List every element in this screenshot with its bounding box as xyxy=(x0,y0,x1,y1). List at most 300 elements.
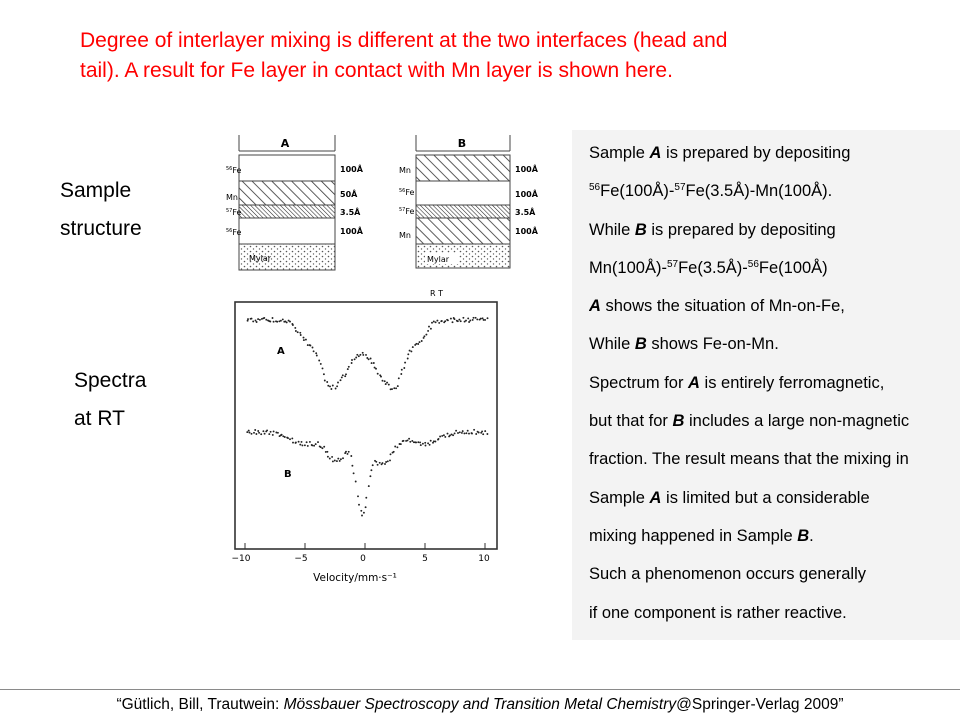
spectrum-point xyxy=(251,433,253,435)
sample-b-layer-4-thickness: 100Å xyxy=(515,227,538,236)
spectrum-point xyxy=(385,461,387,463)
spectrum-point xyxy=(462,430,464,432)
spectrum-point xyxy=(258,432,260,434)
spectrum-point xyxy=(411,440,413,442)
spectrum-point xyxy=(252,320,254,322)
spectrum-point xyxy=(390,453,392,455)
mossbauer-spectra-figure xyxy=(225,285,515,590)
spectrum-point xyxy=(417,441,419,443)
spectrum-point xyxy=(263,317,265,319)
spectrum-point xyxy=(357,495,359,497)
x-tick-label: 0 xyxy=(360,554,366,564)
spectrum-point xyxy=(327,385,329,387)
spectrum-point xyxy=(377,464,379,466)
spectrum-point xyxy=(365,506,367,508)
sample-b-layer-3 xyxy=(416,205,510,218)
spectrum-point xyxy=(351,359,353,361)
sample-b-layer-2-thickness: 100Å xyxy=(515,190,538,199)
spectrum-point xyxy=(353,472,355,474)
spectrum-point xyxy=(484,319,486,321)
spectrum-point xyxy=(457,432,459,434)
spectrum-point xyxy=(356,354,358,356)
x-axis-label: Velocity/mm·s⁻¹ xyxy=(313,572,397,584)
spectrum-point xyxy=(350,455,352,457)
spectrum-point xyxy=(355,481,357,483)
sample-a-layer-2-label: Mn xyxy=(226,193,238,202)
spectrum-point xyxy=(255,433,257,435)
spectrum-point xyxy=(430,440,432,442)
desc-line-4: Mn(100Å)-$^{57}$Fe(3.5Å)-$^{56}$Fe(100Å) xyxy=(589,258,828,277)
spectrum-point xyxy=(292,324,294,326)
spectrum-point xyxy=(313,350,315,352)
spectrum-point xyxy=(368,485,370,487)
spectrum-point xyxy=(289,321,291,323)
sample-a-layer-1 xyxy=(239,155,335,181)
sample-a-layer-4-thickness: 100Å xyxy=(340,227,363,236)
spectra-frame xyxy=(235,302,497,549)
spectrum-point xyxy=(487,317,489,319)
spectrum-point xyxy=(368,358,370,360)
sample-b-layer-2 xyxy=(416,181,510,205)
sample-a-layer-2-thickness: 50Å xyxy=(340,190,358,199)
sample-b-substrate-label: Mylar xyxy=(427,255,450,264)
spectrum-point xyxy=(339,460,341,462)
spectrum-point xyxy=(284,436,286,438)
spectrum-point xyxy=(247,318,249,320)
spectrum-point xyxy=(315,443,317,445)
spectrum-point xyxy=(415,343,417,345)
spectrum-point xyxy=(299,444,301,446)
spectrum-point xyxy=(439,436,441,438)
spectrum-point xyxy=(287,437,289,439)
spectrum-point xyxy=(407,358,409,360)
spectrum-point xyxy=(301,441,303,443)
spectrum-point xyxy=(461,432,463,434)
sample-b-structure xyxy=(399,135,539,268)
spectrum-point xyxy=(373,362,375,364)
sample-a-layer-1-thickness: 100Å xyxy=(340,165,363,174)
spectrum-point xyxy=(277,432,279,434)
spectrum-point xyxy=(336,460,338,462)
spectrum-point xyxy=(273,321,275,323)
spectrum-point xyxy=(247,320,249,322)
spectrum-point xyxy=(286,321,288,323)
spectrum-point xyxy=(326,381,328,383)
spectrum-point xyxy=(423,335,425,337)
spectrum-point xyxy=(340,379,342,381)
spectrum-point xyxy=(317,441,319,443)
spectrum-point xyxy=(280,320,282,322)
spectrum-point xyxy=(341,376,343,378)
spectrum-point xyxy=(334,460,336,462)
spectrum-point xyxy=(360,510,362,512)
spectrum-point xyxy=(424,442,426,444)
spectrum-point xyxy=(365,354,367,356)
desc-line-13: if one component is rather reactive. xyxy=(589,603,847,622)
spectrum-point xyxy=(337,382,339,384)
spectrum-point xyxy=(458,319,460,321)
spectrum-point xyxy=(260,433,262,435)
desc-line-6: While B shows Fe-on-Mn. xyxy=(589,335,779,354)
spectrum-point xyxy=(473,429,475,431)
spectrum-point xyxy=(433,321,435,323)
spectrum-a-label: A xyxy=(277,346,285,357)
sample-a-layer-3-label: $^{57}$Fe xyxy=(226,208,242,217)
sample-a-layer-4-label: $^{56}$Fe xyxy=(226,228,242,237)
spectrum-point xyxy=(417,343,419,345)
spectrum-point xyxy=(266,429,268,431)
spectrum-point xyxy=(454,318,456,320)
spectrum-point xyxy=(386,382,388,384)
spectrum-point xyxy=(292,442,294,444)
sample-b-layer-4 xyxy=(416,218,510,244)
spectrum-point xyxy=(475,317,477,319)
spectrum-point xyxy=(476,318,478,320)
spectrum-point xyxy=(298,441,300,443)
slide-title xyxy=(80,26,880,86)
spectrum-point xyxy=(457,320,459,322)
sample-a-layer-1-label: $^{56}$Fe xyxy=(226,166,242,175)
spectra-header: R T xyxy=(430,289,443,298)
spectrum-point xyxy=(309,441,311,443)
spectrum-point xyxy=(303,337,305,339)
spectrum-point xyxy=(348,366,350,368)
spectrum-point xyxy=(259,319,261,321)
sample-b-title: B xyxy=(457,137,467,150)
spectrum-point xyxy=(303,339,305,341)
spectrum-point xyxy=(345,451,347,453)
spectrum-point xyxy=(307,445,309,447)
spectrum-point xyxy=(404,362,406,364)
spectrum-point xyxy=(407,439,409,441)
spectrum-point xyxy=(253,432,255,434)
spectrum-point xyxy=(393,387,395,389)
sample-structure-diagram xyxy=(225,125,555,285)
spectrum-point xyxy=(468,321,470,323)
desc-line-10: Sample A is limited but a considerable xyxy=(589,488,870,507)
spectrum-point xyxy=(393,451,395,453)
spectrum-point xyxy=(412,346,414,348)
spectrum-point xyxy=(430,328,432,330)
spectrum-point xyxy=(375,461,377,463)
spectrum-point xyxy=(484,430,486,432)
spectrum-point xyxy=(297,331,299,333)
spectrum-point xyxy=(329,385,331,387)
spectrum-point xyxy=(452,434,454,436)
sample-b-layer-3-thickness: 3.5Å xyxy=(515,208,536,217)
spectrum-b-label: B xyxy=(284,469,292,480)
sample-a-structure xyxy=(226,135,364,270)
spectrum-point xyxy=(295,330,297,332)
spectrum-point xyxy=(362,354,364,356)
spectrum-point xyxy=(480,318,482,320)
spectrum-point xyxy=(462,317,464,319)
spectrum-point xyxy=(385,383,387,385)
spectrum-point xyxy=(419,441,421,443)
spectrum-point xyxy=(345,373,347,375)
spectrum-point xyxy=(262,430,264,432)
spectrum-point xyxy=(363,512,365,514)
spectrum-point xyxy=(332,385,334,387)
spectrum-point xyxy=(387,460,389,462)
spectrum-point xyxy=(326,451,328,453)
spectrum-point xyxy=(347,368,349,370)
spectrum-point xyxy=(407,353,409,355)
spectrum-point xyxy=(344,375,346,377)
spectrum-point xyxy=(351,465,353,467)
desc-line-12: Such a phenomenon occurs generally xyxy=(589,565,867,584)
spectrum-point xyxy=(370,469,372,471)
spectrum-point xyxy=(463,432,465,434)
spectrum-point xyxy=(311,444,313,446)
desc-line-5: A shows the situation of Mn-on-Fe, xyxy=(589,297,845,316)
sample-b-layer-1 xyxy=(416,155,510,181)
spectrum-point xyxy=(452,321,454,323)
spectrum-point xyxy=(342,457,344,459)
spectrum-point xyxy=(473,317,475,319)
spectrum-point xyxy=(478,432,480,434)
spectrum-point xyxy=(369,475,371,477)
spectrum-point xyxy=(427,442,429,444)
description-text xyxy=(589,134,960,634)
spectrum-point xyxy=(289,438,291,440)
sample-a-layer-3-thickness: 3.5Å xyxy=(340,208,361,217)
spectrum-point xyxy=(294,327,296,329)
sample-b-layer-2-label: $^{56}$Fe xyxy=(399,188,415,197)
spectrum-point xyxy=(438,438,440,440)
spectrum-point xyxy=(444,436,446,438)
spectrum-point xyxy=(340,458,342,460)
desc-line-3: While B is prepared by depositing xyxy=(589,220,836,239)
spectrum-point xyxy=(409,350,411,352)
spectrum-point xyxy=(455,430,457,432)
spectrum-point xyxy=(469,320,471,322)
desc-line-11: mixing happened in Sample B. xyxy=(589,526,814,545)
sample-b-layer-1-thickness: 100Å xyxy=(515,165,538,174)
spectrum-point xyxy=(372,464,374,466)
spectrum-point xyxy=(257,430,259,432)
spectrum-point xyxy=(321,447,323,449)
spectrum-point xyxy=(273,430,275,432)
spectrum-point xyxy=(305,339,307,341)
x-tick-label: −5 xyxy=(294,554,308,564)
spectrum-point xyxy=(447,319,449,321)
spectrum-point xyxy=(394,446,396,448)
footer-divider xyxy=(0,689,960,690)
spectrum-point xyxy=(249,432,251,434)
spectrum-point xyxy=(256,321,258,323)
spectrum-point xyxy=(361,515,363,517)
spectrum-point xyxy=(431,322,433,324)
spectra-label: Spectra at RT xyxy=(74,369,147,430)
x-tick-label: −10 xyxy=(231,554,251,564)
spectrum-point xyxy=(257,318,259,320)
spectrum-point xyxy=(299,332,301,334)
desc-line-8: but that for B includes a large non-magnetic xyxy=(589,412,910,431)
spectrum-point xyxy=(410,350,412,352)
spectrum-point xyxy=(320,446,322,448)
spectrum-point xyxy=(307,344,309,346)
spectrum-point xyxy=(382,462,384,464)
sample-b-layer-3-label: $^{57}$Fe xyxy=(399,207,415,216)
spectrum-point xyxy=(460,320,462,322)
spectrum-point xyxy=(281,434,283,436)
spectrum-point xyxy=(396,446,398,448)
spectrum-point xyxy=(330,388,332,390)
spectrum-point xyxy=(389,459,391,461)
spectrum-point xyxy=(300,334,302,336)
spectrum-point xyxy=(268,433,270,435)
desc-line-2: $^{56}$Fe(100Å)-$^{57}$Fe(3.5Å)-Mn(100Å). xyxy=(589,182,833,201)
spectrum-point xyxy=(316,355,318,357)
spectrum-point xyxy=(408,438,410,440)
spectrum-point xyxy=(323,373,325,375)
spectrum-point xyxy=(438,322,440,324)
spectrum-point xyxy=(327,456,329,458)
sample-structure-label: Sample structure xyxy=(60,179,142,240)
desc-line-1: Sample A is prepared by depositing xyxy=(589,144,851,162)
spectrum-point xyxy=(428,326,430,328)
spectrum-point xyxy=(358,355,360,357)
spectrum-b xyxy=(246,429,488,517)
spectrum-point xyxy=(415,441,417,443)
spectrum-point xyxy=(391,388,393,390)
spectrum-point xyxy=(331,456,333,458)
spectrum-point xyxy=(441,435,443,437)
spectrum-point xyxy=(347,453,349,455)
spectrum-point xyxy=(301,444,303,446)
spectrum-point xyxy=(270,431,272,433)
spectrum-point xyxy=(397,385,399,387)
spectrum-point xyxy=(384,380,386,382)
spectrum-point xyxy=(486,433,488,435)
spectrum-point xyxy=(306,441,308,443)
spectrum-point xyxy=(450,318,452,320)
spectrum-point xyxy=(482,433,484,435)
spectrum-point xyxy=(351,362,353,364)
spectrum-point xyxy=(427,330,429,332)
title-line-2: tail). A result for Fe layer in contact with Mn layer is shown here. xyxy=(80,59,673,82)
spectrum-point xyxy=(465,432,467,434)
spectrum-point xyxy=(329,458,331,460)
spectrum-point xyxy=(370,358,372,360)
title-line-1: Degree of interlayer mixing is different at the two interfaces (head and xyxy=(80,29,728,52)
spectrum-point xyxy=(264,433,266,435)
spectrum-point xyxy=(282,318,284,320)
spectrum-point xyxy=(358,504,360,506)
spectrum-point xyxy=(272,434,274,436)
spectrum-point xyxy=(380,376,382,378)
spectrum-point xyxy=(421,340,423,342)
spectrum-point xyxy=(395,387,397,389)
spectrum-point xyxy=(251,318,253,320)
sample-a-substrate-label: Mylar xyxy=(249,254,272,263)
spectrum-point xyxy=(420,444,422,446)
spectrum-point xyxy=(482,317,484,319)
spectrum-point xyxy=(467,317,469,319)
spectrum-point xyxy=(475,433,477,435)
spectrum-point xyxy=(422,443,424,445)
spectrum-point xyxy=(291,437,293,439)
spectrum-point xyxy=(371,362,373,364)
spectrum-point xyxy=(436,320,438,322)
x-tick-label: 5 xyxy=(422,554,428,564)
spectrum-point xyxy=(429,444,431,446)
sample-a-layer-2 xyxy=(239,181,335,205)
spectrum-point xyxy=(324,380,326,382)
spectrum-point xyxy=(322,367,324,369)
spectrum-point xyxy=(403,367,405,369)
sample-b-layer-4-label: Mn xyxy=(399,231,411,240)
sample-b-layer-1-label: Mn xyxy=(399,166,411,175)
sample-a-title: A xyxy=(280,137,290,150)
x-tick-label: 10 xyxy=(478,554,490,564)
spectrum-point xyxy=(362,352,364,354)
spectrum-point xyxy=(443,434,445,436)
spectrum-point xyxy=(375,368,377,370)
spectrum-point xyxy=(359,354,361,356)
desc-line-7: Spectrum for A is entirely ferromagnetic, xyxy=(589,373,885,392)
spectrum-point xyxy=(342,374,344,376)
spectrum-point xyxy=(409,441,411,443)
spectrum-point xyxy=(315,352,317,354)
spectrum-point xyxy=(355,357,357,359)
spectrum-point xyxy=(337,458,339,460)
spectrum-point xyxy=(388,384,390,386)
spectrum-point xyxy=(434,441,436,443)
spectrum-point xyxy=(403,440,405,442)
spectrum-point xyxy=(246,431,248,433)
spectrum-point xyxy=(471,433,473,435)
spectrum-point xyxy=(400,443,402,445)
spectrum-point xyxy=(276,321,278,323)
spectrum-point xyxy=(332,460,334,462)
spectrum-point xyxy=(365,497,367,499)
citation-footer: “Gütlich, Bill, Trautwein: Mössbauer Spectroscopy and Transition Metal Chemistry@Springer-Verlag 2009” xyxy=(116,696,844,713)
spectrum-point xyxy=(441,320,443,322)
spectrum-point xyxy=(459,431,461,433)
spectrum-point xyxy=(401,369,403,371)
spectrum-point xyxy=(320,363,322,365)
desc-line-9: fraction. The result means that the mixing in xyxy=(589,450,909,469)
spectrum-point xyxy=(419,341,421,343)
spectrum-point xyxy=(313,445,315,447)
spectrum-point xyxy=(265,319,267,321)
spectrum-point xyxy=(318,360,320,362)
spectrum-point xyxy=(465,320,467,322)
spectrum-point xyxy=(425,445,427,447)
spectrum-point xyxy=(272,317,274,319)
spectrum-point xyxy=(323,446,325,448)
spectrum-point xyxy=(269,321,271,323)
spectrum-point xyxy=(336,385,338,387)
spectrum-point xyxy=(354,358,356,360)
sample-a-layer-3 xyxy=(239,205,335,218)
spectrum-point xyxy=(468,433,470,435)
spectrum-point xyxy=(398,377,400,379)
spectrum-point xyxy=(312,347,314,349)
spectrum-point xyxy=(248,430,250,432)
spectrum-point xyxy=(472,319,474,321)
spectrum-point xyxy=(435,321,437,323)
spectrum-point xyxy=(481,430,483,432)
spectrum-point xyxy=(377,373,379,375)
spectrum-point xyxy=(335,388,337,390)
spectrum-point xyxy=(384,463,386,465)
spectrum-point xyxy=(304,444,306,446)
spectrum-point xyxy=(444,320,446,322)
sample-a-layer-4 xyxy=(239,218,335,244)
